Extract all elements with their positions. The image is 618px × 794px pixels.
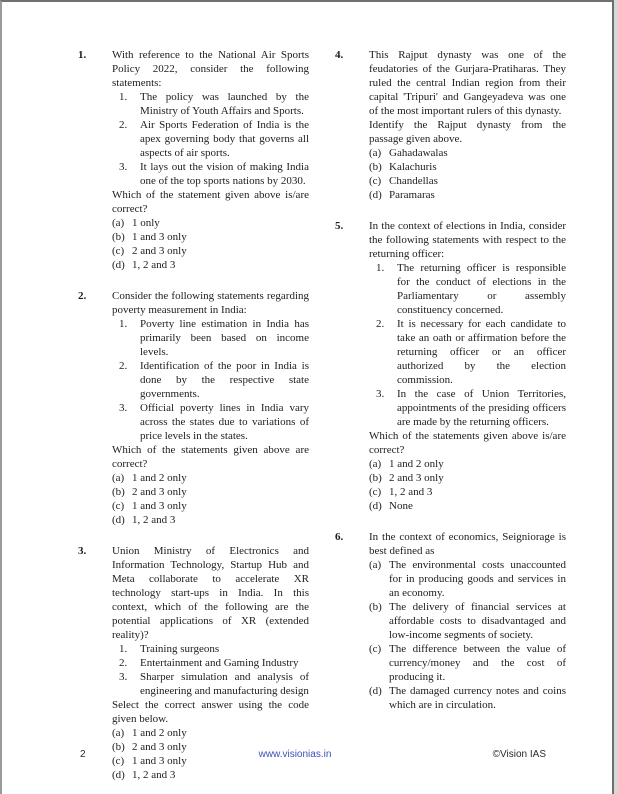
option-text: The difference between the value of currency/money and the cost of producing it. bbox=[389, 643, 566, 683]
option-text: 2 and 3 only bbox=[132, 486, 187, 498]
option-label: (d) bbox=[112, 769, 125, 781]
option-label: (a) bbox=[369, 147, 382, 159]
statement-number: 1. bbox=[376, 262, 385, 274]
option-row bbox=[112, 244, 309, 258]
option-text: 1 only bbox=[132, 217, 160, 229]
statement-item bbox=[112, 359, 309, 401]
statement-number: 1. bbox=[119, 643, 128, 655]
statement-text: Sharper simulation and analysis of engineering and manufacturing design bbox=[140, 671, 309, 697]
option-text: The environmental costs unaccounted for in producing goods and services in an economy. bbox=[389, 559, 566, 599]
option-text: Paramaras bbox=[389, 189, 435, 201]
statement-number: 3. bbox=[376, 388, 385, 400]
right-column bbox=[335, 48, 566, 782]
statement-number: 1. bbox=[119, 91, 128, 103]
option-row bbox=[112, 768, 309, 782]
option-label: (b) bbox=[369, 601, 382, 613]
statement-item bbox=[369, 261, 566, 317]
statement-text: Poverty line estimation in India has primarily been based on income levels. bbox=[140, 318, 309, 358]
statement-item bbox=[112, 656, 309, 670]
question-intro: With reference to the National Air Sports Policy 2022, consider the following statements: bbox=[112, 49, 309, 89]
option-row bbox=[112, 258, 309, 272]
option-row bbox=[112, 499, 309, 513]
question-stem: Select the correct answer using the code given below. bbox=[112, 699, 309, 725]
option-row bbox=[112, 726, 309, 740]
question-3 bbox=[78, 544, 309, 782]
question-stem: Which of the statement given above is/are correct? bbox=[112, 189, 309, 215]
option-label: (a) bbox=[369, 458, 382, 470]
option-text: The damaged currency notes and coins which are in circulation. bbox=[389, 685, 566, 711]
option-label: (d) bbox=[369, 685, 382, 697]
option-text: None bbox=[389, 500, 413, 512]
option-row bbox=[369, 174, 566, 188]
left-column bbox=[78, 48, 309, 782]
question-intro: In the context of economics, Seigniorage is best defined as bbox=[369, 531, 566, 557]
option-text: 1, 2 and 3 bbox=[132, 259, 176, 271]
option-text: 1, 2 and 3 bbox=[132, 769, 176, 781]
option-label: (b) bbox=[369, 472, 382, 484]
statement-item bbox=[112, 401, 309, 443]
option-label: (c) bbox=[369, 643, 382, 655]
statement-number: 3. bbox=[119, 402, 128, 414]
question-number: 4. bbox=[335, 49, 344, 61]
question-intro: Consider the following statements regarding poverty measurement in India: bbox=[112, 290, 309, 316]
statement-item bbox=[112, 160, 309, 188]
question-number: 3. bbox=[78, 545, 87, 557]
option-text: The delivery of financial services at affordable costs to disadvantaged and low-income segments of society. bbox=[389, 601, 566, 641]
option-text: 1 and 3 only bbox=[132, 231, 187, 243]
statement-number: 2. bbox=[119, 360, 128, 372]
question-1 bbox=[78, 48, 309, 272]
option-text: 1 and 3 only bbox=[132, 755, 187, 767]
statement-item bbox=[369, 387, 566, 429]
copyright-text: ©Vision IAS bbox=[492, 749, 546, 760]
statement-text: It lays out the vision of making India one of the top sports nations by 2030. bbox=[140, 161, 309, 187]
statement-item bbox=[369, 317, 566, 387]
question-intro: In the context of elections in India, consider the following statements with respect to the returning officer: bbox=[369, 220, 566, 260]
option-row bbox=[112, 471, 309, 485]
option-row bbox=[369, 457, 566, 471]
statement-text: The policy was launched by the Ministry of Youth Affairs and Sports. bbox=[140, 91, 309, 117]
option-text: 2 and 3 only bbox=[389, 472, 444, 484]
option-label: (a) bbox=[369, 559, 382, 571]
question-stem: Identify the Rajput dynasty from the passage given above. bbox=[369, 119, 566, 145]
statement-text: Air Sports Federation of India is the apex governing body that governs all aspects of air sports. bbox=[140, 119, 309, 159]
option-text: 1, 2 and 3 bbox=[132, 514, 176, 526]
statement-number: 2. bbox=[119, 119, 128, 131]
option-row bbox=[369, 160, 566, 174]
option-row bbox=[112, 513, 309, 527]
statement-item bbox=[112, 317, 309, 359]
statement-item bbox=[112, 642, 309, 656]
question-2 bbox=[78, 289, 309, 527]
option-label: (b) bbox=[112, 741, 125, 753]
option-label: (c) bbox=[112, 500, 125, 512]
option-row bbox=[112, 216, 309, 230]
question-intro: This Rajput dynasty was one of the feudatories of the Gurjara-Pratiharas. They ruled the central Indian region from their capital 'Tripuri' and Gangeyadeva was one of the most important rulers of this dynasty. bbox=[369, 49, 566, 117]
option-label: (c) bbox=[369, 175, 382, 187]
question-number: 2. bbox=[78, 290, 87, 302]
option-label: (a) bbox=[112, 727, 125, 739]
option-row bbox=[369, 499, 566, 513]
option-text: 1 and 2 only bbox=[389, 458, 444, 470]
question-4 bbox=[335, 48, 566, 202]
option-label: (b) bbox=[112, 231, 125, 243]
option-text: 1 and 2 only bbox=[132, 727, 187, 739]
statement-item bbox=[112, 670, 309, 698]
statement-text: Entertainment and Gaming Industry bbox=[140, 657, 299, 669]
page-content bbox=[78, 48, 567, 782]
option-row bbox=[112, 230, 309, 244]
option-label: (b) bbox=[369, 161, 382, 173]
option-row bbox=[369, 146, 566, 160]
question-intro: Union Ministry of Electronics and Information Technology, Startup Hub and Meta collaborate to accelerate XR technology start-ups in India. In this context, which of the following are the potential applications of XR (extended reality)? bbox=[112, 545, 309, 641]
statement-item bbox=[112, 118, 309, 160]
option-label: (d) bbox=[369, 500, 382, 512]
statement-text: Official poverty lines in India vary across the states due to variations of price levels in the states. bbox=[140, 402, 309, 442]
statement-text: Training surgeons bbox=[140, 643, 220, 655]
option-text: 2 and 3 only bbox=[132, 245, 187, 257]
question-stem: Which of the statements given above is/are correct? bbox=[369, 430, 566, 456]
option-row bbox=[369, 684, 566, 712]
website-link[interactable]: www.visionias.in bbox=[258, 749, 332, 760]
option-row bbox=[369, 471, 566, 485]
question-stem: Which of the statements given above are correct? bbox=[112, 444, 309, 470]
option-row bbox=[112, 485, 309, 499]
question-number: 6. bbox=[335, 531, 344, 543]
option-label: (d) bbox=[112, 514, 125, 526]
option-text: 2 and 3 only bbox=[132, 741, 187, 753]
option-text: 1 and 3 only bbox=[132, 500, 187, 512]
option-label: (a) bbox=[112, 217, 125, 229]
statement-text: Identification of the poor in India is done by the respective state governments. bbox=[140, 360, 309, 400]
option-label: (c) bbox=[112, 755, 125, 767]
option-row bbox=[369, 642, 566, 684]
statement-text: In the case of Union Territories, appointments of the presiding officers are made by the returning officers. bbox=[397, 388, 566, 428]
question-number: 5. bbox=[335, 220, 344, 232]
option-text: 1, 2 and 3 bbox=[389, 486, 433, 498]
question-6 bbox=[335, 530, 566, 712]
option-label: (d) bbox=[369, 189, 382, 201]
statement-number: 3. bbox=[119, 161, 128, 173]
statement-number: 2. bbox=[376, 318, 385, 330]
option-label: (c) bbox=[112, 245, 125, 257]
statement-number: 1. bbox=[119, 318, 128, 330]
question-5 bbox=[335, 219, 566, 513]
statement-number: 2. bbox=[119, 657, 128, 669]
option-row bbox=[369, 485, 566, 499]
question-number: 1. bbox=[78, 49, 87, 61]
option-text: 1 and 2 only bbox=[132, 472, 187, 484]
option-label: (c) bbox=[369, 486, 382, 498]
option-text: Kalachuris bbox=[389, 161, 437, 173]
option-row bbox=[369, 188, 566, 202]
statement-text: It is necessary for each candidate to take an oath or affirmation before the returning officer or an officer authorized by the election commission. bbox=[397, 318, 566, 386]
option-label: (b) bbox=[112, 486, 125, 498]
option-label: (d) bbox=[112, 259, 125, 271]
option-label: (a) bbox=[112, 472, 125, 484]
page-number: 2 bbox=[80, 749, 86, 760]
statement-text: The returning officer is responsible for the conduct of elections in the Parliamentary or assembly constituency concerned. bbox=[397, 262, 566, 316]
statement-number: 3. bbox=[119, 671, 128, 683]
option-text: Chandellas bbox=[389, 175, 438, 187]
option-text: Gahadawalas bbox=[389, 147, 448, 159]
option-row bbox=[369, 600, 566, 642]
option-row bbox=[369, 558, 566, 600]
statement-item bbox=[112, 90, 309, 118]
